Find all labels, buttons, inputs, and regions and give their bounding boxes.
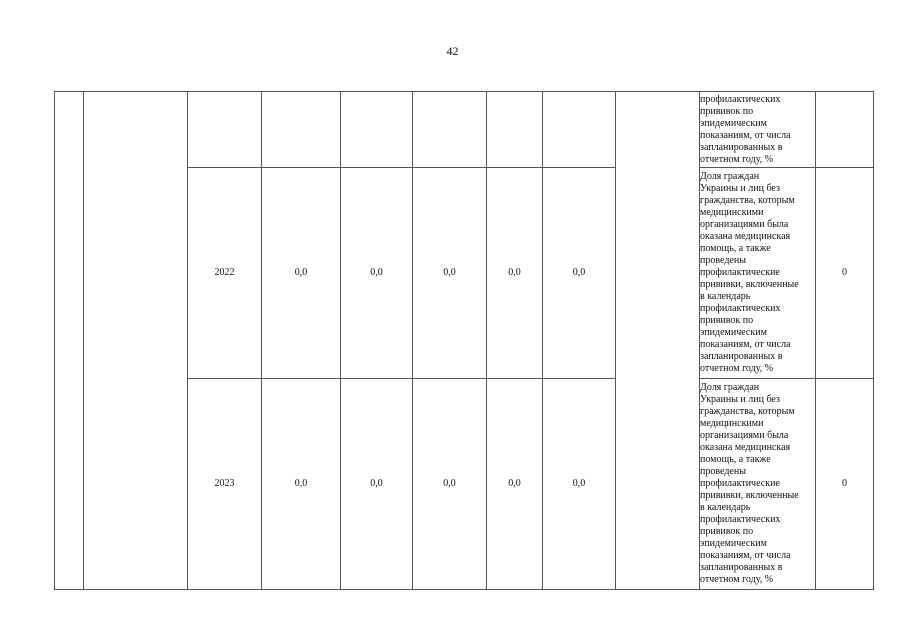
indicator-value-cell: 0 <box>816 168 874 379</box>
value-cell <box>341 92 413 168</box>
value-cell: 0,0 <box>341 379 413 590</box>
value-cell: 0,0 <box>487 379 543 590</box>
year-cell <box>188 92 262 168</box>
indicator-text-cell: Доля граждан Украины и лиц без гражданства, которым медицинскими организациями была оказана медицинская помощь, а также проведены профилактические прививки, включенные в календарь профилактических прививок по эпидемическим показаниям, от числа запланированных в отчетном году, % <box>700 379 816 590</box>
value-cell: 0,0 <box>413 168 487 379</box>
value-cell <box>262 92 341 168</box>
value-cell: 0,0 <box>487 168 543 379</box>
value-cell: 0,0 <box>262 379 341 590</box>
indicator-text-cell: профилактических прививок по эпидемическим показаниям, от числа запланированных в отчетном году, % <box>700 92 816 168</box>
indicator-text-cell: Доля граждан Украины и лиц без гражданства, которым медицинскими организациями была оказана медицинская помощь, а также проведены профилактические прививки, включенные в календарь профилактических прививок по эпидемическим показаниям, от числа запланированных в отчетном году, % <box>700 168 816 379</box>
indicator-value-cell: 0 <box>816 379 874 590</box>
page-number: 42 <box>446 44 459 58</box>
year-cell: 2023 <box>188 379 262 590</box>
value-cell <box>487 92 543 168</box>
value-cell: 0,0 <box>543 168 616 379</box>
row-number-cell <box>55 92 84 590</box>
value-cell: 0,0 <box>413 379 487 590</box>
table-row <box>55 92 874 168</box>
event-name-cell <box>84 92 188 590</box>
indicator-value-cell <box>816 92 874 168</box>
value-cell: 0,0 <box>543 379 616 590</box>
executor-cell <box>616 92 700 590</box>
value-cell <box>413 92 487 168</box>
value-cell: 0,0 <box>262 168 341 379</box>
value-cell: 0,0 <box>341 168 413 379</box>
program-funding-table <box>54 91 874 590</box>
value-cell <box>543 92 616 168</box>
year-cell: 2022 <box>188 168 262 379</box>
